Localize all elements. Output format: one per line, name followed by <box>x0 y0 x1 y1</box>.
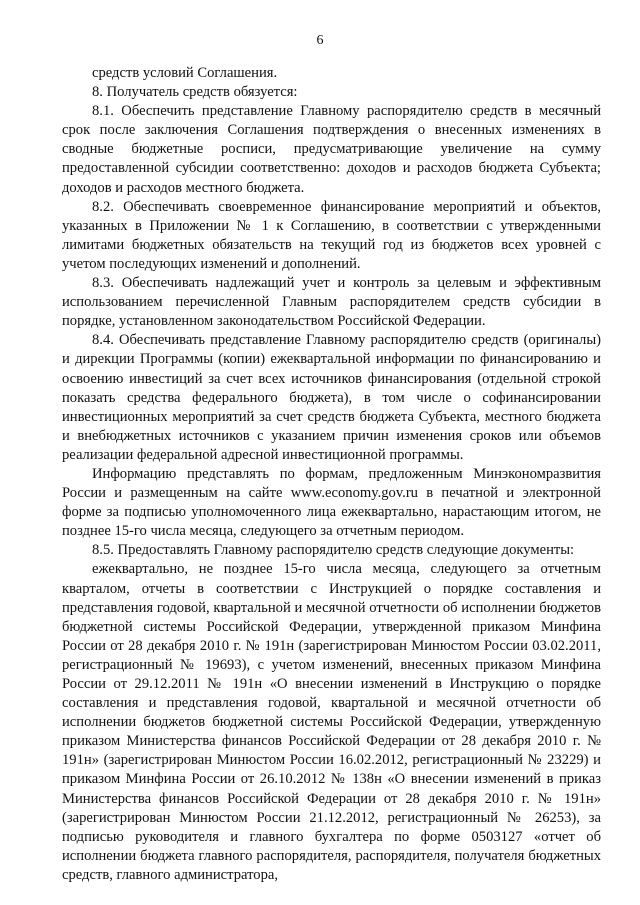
paragraph-quarterly-reports: ежеквартально, не позднее 15-го числа месяца, следующего за отчетным кварталом, отчеты в соответствии с Инструкцией о порядке составления и представления годовой, квартальной и месячной отчетности об исполнении бюджетов бюджетной системы Российской Федерации, утвержденной приказом Минфина России от 28 декабря 2010 г. № 191н (зарегистрирован Минюстом России 03.02.2011, регистрационный № 19693), с учетом изменений, внесенных приказом Минфина России от 29.12.2011 № 191н «О внесении изменений в Инструкцию о порядке составления и представления годовой, квартальной и месячной отчетности об исполнении бюджетов бюджетной системы Российской Федерации, утвержденную приказом Министерства финансов Российской Федерации от 28 декабря 2010 г. № 191н» (зарегистрирован Минюстом России 16.02.2012, регистрационный № 23229) и приказом Минфина России от 26.10.2012 № 138н «О внесении изменений в приказ Министерства финансов Российской Федерации от 28 декабря 2010 г. № 191н» (зарегистрирован Минюстом России 21.12.2012, регистрационный № 26253), за подписью руководителя и главного бухгалтера по форме 0503127 «отчет об исполнении бюджета главного распорядителя, распорядителя, получателя бюджетных средств, главного администратора, <box>62 561 601 883</box>
paragraph-clause-8-3: 8.3. Обеспечивать надлежащий учет и контроль за целевым и эффективным использованием перечисленной Главным распорядителем средств субсидии в порядке, установленном законодательством Российской Федерации. <box>62 275 601 330</box>
paragraph-clause-8: 8. Получатель средств обязуется: <box>92 84 298 101</box>
page-number: 6 <box>316 33 324 48</box>
paragraph-continuation: средств условий Соглашения. <box>92 65 278 81</box>
paragraph-clause-8-5: 8.5. Предоставлять Главному распорядителю средств следующие документы: <box>92 542 575 559</box>
paragraph-clause-8-2: 8.2. Обеспечивать своевременное финансирование мероприятий и объектов, указанных в Приложении № 1 к Соглашению, в соответствии с утвержденными лимитами бюджетных обязательств на текущий год из бюджетов всех уровней с учетом последующих изменений и дополнений. <box>62 198 601 272</box>
document-body <box>62 64 601 885</box>
paragraph-info: Информацию представлять по формам, предложенным Минэкономразвития России и размещенным на сайте www.economy.gov.ru в печатной и электронной форме за подписью уполномоченного лица ежеквартально, нарастающим итогом, не позднее 15-го числа месяца, следующего за отчетным периодом. <box>62 465 601 540</box>
paragraph-clause-8-1: 8.1. Обеспечить представление Главному распорядителю средств в месячный срок после заключения Соглашения подтверждения о внесенных изменениях в сводные бюджетные росписи, предусматривающие увеличение на сумму предоставленной субсидии соответственно: доходов и расходов бюджета Субъекта; доходов и расходов местного бюджета. <box>62 103 601 196</box>
paragraph-clause-8-4: 8.4. Обеспечивать представление Главному распорядителю средств (оригиналы) и дирекции Программы (копии) ежеквартальной информации по финансированию и освоению инвестиций за счет всех источников финансирования (отдельной строкой показать средства федерального бюджета), в том числе о софинансировании инвестиционных мероприятий за счет средств бюджета Субъекта, местного бюджета и внебюджетных источников с указанием причин изменения сроков или объемов реализации федеральной адресной инвестиционной программы. <box>62 332 601 463</box>
